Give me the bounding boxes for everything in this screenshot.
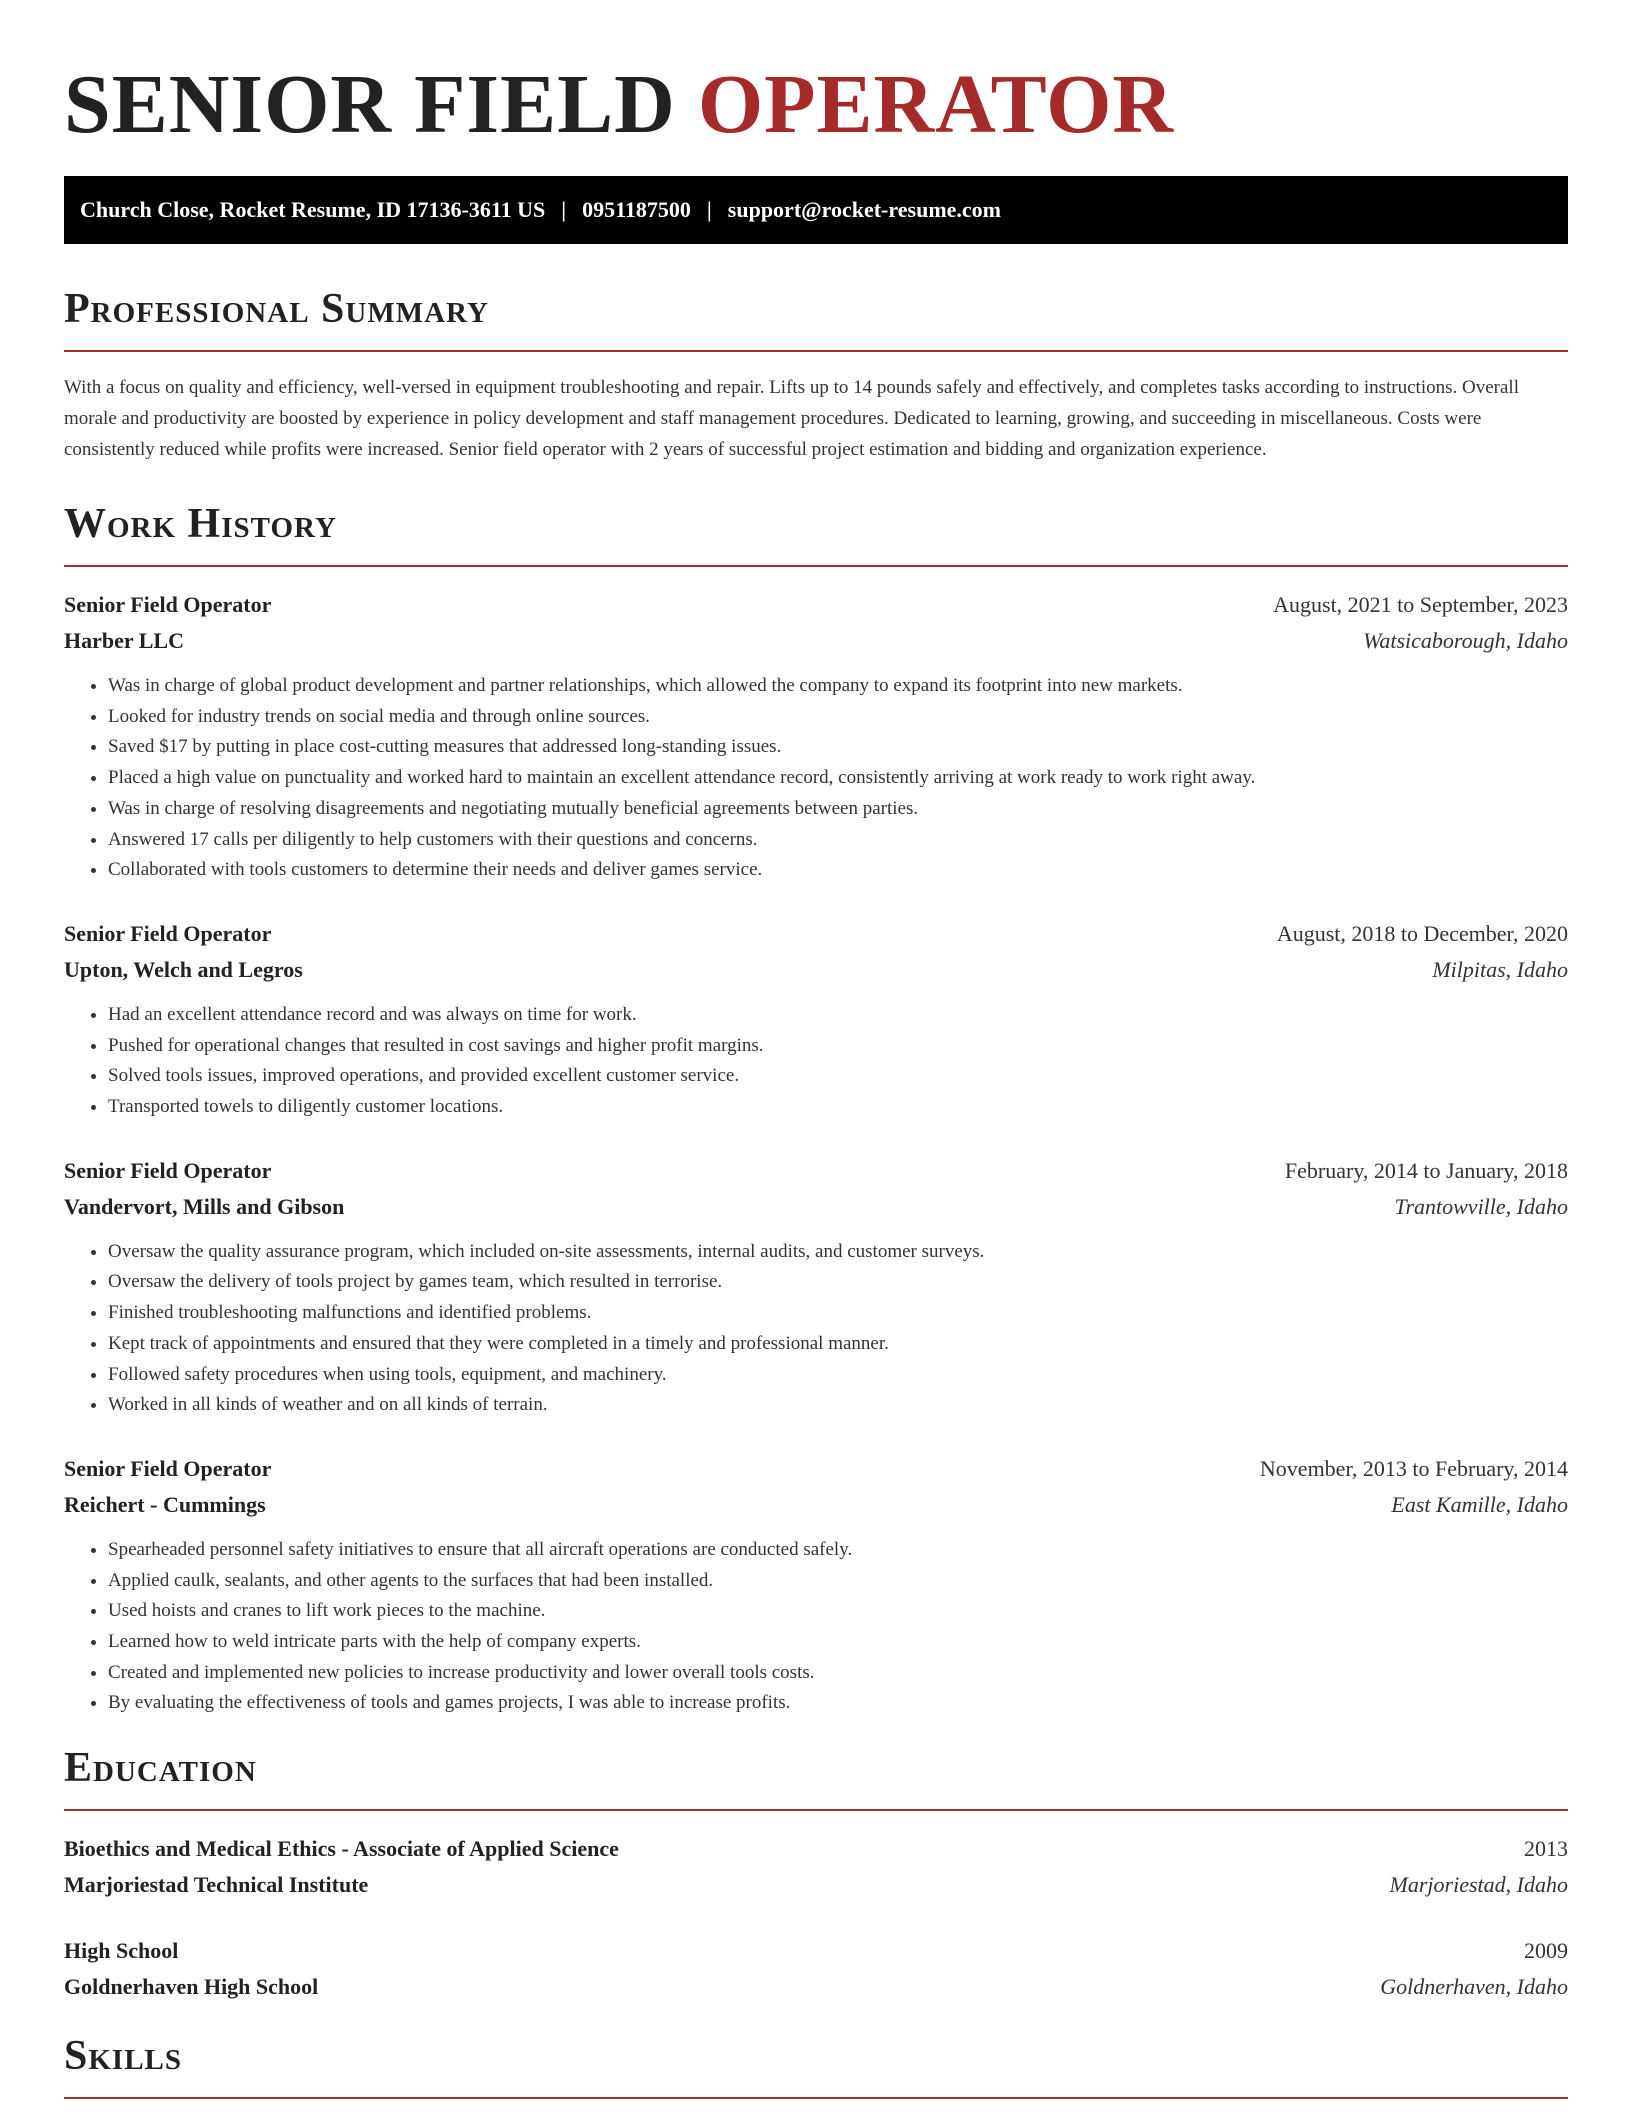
list-item: • Transported towels to diligently customer locations.	[108, 1092, 1568, 1123]
job-location: Trantowville, Idaho	[1394, 1193, 1568, 1219]
list-item: • Was in charge of resolving disagreements and negotiating mutually beneficial agreements between parties.	[108, 794, 1568, 825]
job-dates: February, 2014 to January, 2018	[1284, 1157, 1568, 1183]
job-bullets	[64, 671, 1568, 886]
list-item: • Finished troubleshooting malfunctions and identified problems.	[108, 1298, 1568, 1329]
job-dates: August, 2018 to December, 2020	[1276, 920, 1568, 946]
section-title-skills: Skills	[64, 2031, 1568, 2099]
job-header-row	[64, 1153, 1568, 1189]
job-bullets	[64, 1237, 1568, 1421]
list-item: • Learned how to weld intricate parts with the help of company experts.	[108, 1627, 1568, 1658]
job-header-row	[64, 587, 1568, 623]
list-item: • Collaborated with tools customers to determine their needs and deliver games service.	[108, 855, 1568, 886]
job-role: Senior Field Operator	[64, 1455, 272, 1481]
education-degree: High School	[64, 1938, 179, 1964]
name-accent: OPERATOR	[697, 58, 1175, 151]
job-header-row	[64, 1451, 1568, 1487]
contact-bar	[64, 176, 1568, 244]
list-item: • Placed a high value on punctuality and worked hard to maintain an excellent attendance record, consistently arriving at work ready to work right away.	[108, 763, 1568, 794]
list-item: • Oversaw the quality assurance program, which included on-site assessments, internal audits, and customer surveys.	[108, 1237, 1568, 1268]
contact-email: support@rocket-resume.com	[727, 197, 1001, 222]
job-location: Milpitas, Idaho	[1432, 956, 1568, 982]
education-school: Marjoriestad Technical Institute	[64, 1872, 369, 1898]
job-company-row	[64, 952, 1568, 988]
education-year: 2009	[1524, 1938, 1568, 1964]
job-role: Senior Field Operator	[64, 1157, 272, 1183]
job-company: Upton, Welch and Legros	[64, 956, 303, 982]
section-title-work-history: Work History	[64, 499, 1568, 567]
list-item: • Was in charge of global product development and partner relationships, which allowed the company to expand its footprint into new markets.	[108, 671, 1568, 702]
job-company: Vandervort, Mills and Gibson	[64, 1193, 345, 1219]
job-header-row	[64, 916, 1568, 952]
name-first: SENIOR FIELD	[64, 58, 676, 151]
education-school-row	[64, 1969, 1568, 2005]
work-history-section	[64, 499, 1568, 1719]
list-item: • Saved $17 by putting in place cost-cutting measures that addressed long-standing issues.	[108, 732, 1568, 763]
education-entry	[64, 1831, 1568, 1903]
education-degree: Bioethics and Medical Ethics - Associate of Applied Science	[64, 1836, 619, 1862]
job-dates: November, 2013 to February, 2014	[1259, 1455, 1568, 1481]
resume-name	[64, 0, 1568, 154]
list-item: • Spearheaded personnel safety initiatives to ensure that all aircraft operations are conducted safely.	[108, 1535, 1568, 1566]
list-item: • Oversaw the delivery of tools project by games team, which resulted in terrorise.	[108, 1267, 1568, 1298]
contact-separator: |	[706, 197, 712, 222]
skills-section	[64, 2031, 1568, 2099]
education-year: 2013	[1524, 1836, 1568, 1862]
list-item: • Pushed for operational changes that resulted in cost savings and higher profit margins.	[108, 1031, 1568, 1062]
education-entry	[64, 1933, 1568, 2005]
contact-address: Church Close, Rocket Resume, ID 17136-3611 US	[80, 197, 546, 222]
job-entry	[64, 587, 1568, 886]
education-section	[64, 1743, 1568, 2005]
job-location: East Kamille, Idaho	[1391, 1491, 1568, 1517]
education-school-row	[64, 1867, 1568, 1903]
education-location: Goldnerhaven, Idaho	[1380, 1974, 1568, 2000]
job-location: Watsicaborough, Idaho	[1363, 628, 1568, 653]
job-role: Senior Field Operator	[64, 920, 272, 946]
job-company: Harber LLC	[64, 628, 184, 653]
summary-section	[64, 284, 1568, 465]
job-company-row	[64, 1189, 1568, 1225]
list-item: • Answered 17 calls per diligently to help customers with their questions and concerns.	[108, 825, 1568, 856]
list-item: • Solved tools issues, improved operations, and provided excellent customer service.	[108, 1061, 1568, 1092]
job-bullets	[64, 1535, 1568, 1719]
section-title-summary: Professional Summary	[64, 284, 1568, 352]
job-role: Senior Field Operator	[64, 592, 272, 617]
job-entry	[64, 916, 1568, 1123]
contact-phone: 0951187500	[582, 197, 691, 222]
contact-separator: |	[561, 197, 567, 222]
section-title-education: Education	[64, 1743, 1568, 1811]
job-entry	[64, 1451, 1568, 1719]
list-item: • Kept track of appointments and ensured that they were completed in a timely and professional manner.	[108, 1329, 1568, 1360]
list-item: • Applied caulk, sealants, and other agents to the surfaces that had been installed.	[108, 1566, 1568, 1597]
list-item: • Had an excellent attendance record and was always on time for work.	[108, 1000, 1568, 1031]
summary-text: With a focus on quality and efficiency, well-versed in equipment troubleshooting and repair. Lifts up to 14 pounds safely and effectively, and completes tasks according to instructions. Overall morale and productivity are boosted by experience in policy development and staff management procedures. Dedicated to learning, growing, and succeeding in miscellaneous. Costs were consistently reduced while profits were increased. Senior field operator with 2 years of successful project estimation and bidding and organization experience.	[64, 377, 1519, 460]
list-item: • Created and implemented new policies to increase productivity and lower overall tools costs.	[108, 1658, 1568, 1689]
job-company: Reichert - Cummings	[64, 1491, 266, 1517]
job-company-row	[64, 1487, 1568, 1523]
job-entry	[64, 1153, 1568, 1421]
education-degree-row	[64, 1831, 1568, 1867]
list-item: • Followed safety procedures when using tools, equipment, and machinery.	[108, 1360, 1568, 1391]
education-school: Goldnerhaven High School	[64, 1974, 319, 2000]
job-dates: August, 2021 to September, 2023	[1273, 592, 1568, 617]
education-degree-row	[64, 1933, 1568, 1969]
education-location: Marjoriestad, Idaho	[1389, 1872, 1568, 1898]
job-bullets	[64, 1000, 1568, 1123]
list-item: • Worked in all kinds of weather and on all kinds of terrain.	[108, 1390, 1568, 1421]
list-item: • Looked for industry trends on social media and through online sources.	[108, 702, 1568, 733]
job-company-row	[64, 623, 1568, 659]
list-item: • By evaluating the effectiveness of tools and games projects, I was able to increase profits.	[108, 1688, 1568, 1719]
list-item: • Used hoists and cranes to lift work pieces to the machine.	[108, 1596, 1568, 1627]
